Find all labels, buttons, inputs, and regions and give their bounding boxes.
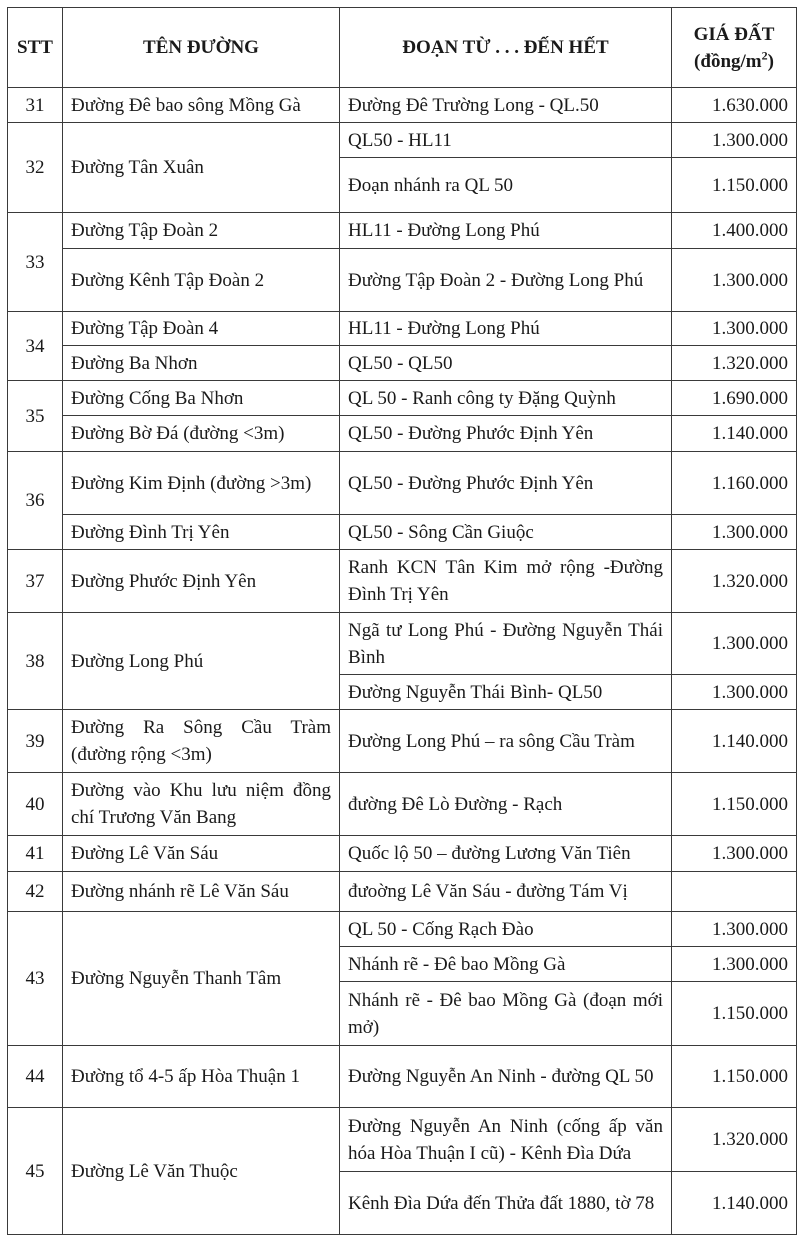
segment-cell: Đường Long Phú – ra sông Cầu Tràm [340, 710, 672, 773]
price-cell: 1.300.000 [672, 912, 797, 947]
segment-cell: Nhánh rẽ - Đê bao Mồng Gà [340, 947, 672, 982]
price-cell: 1.140.000 [672, 416, 797, 452]
price-cell: 1.140.000 [672, 1172, 797, 1235]
stt-cell: 42 [8, 872, 63, 912]
segment-cell: QL 50 - Cống Rạch Đào [340, 912, 672, 947]
stt-cell: 39 [8, 710, 63, 773]
road-name-cell: Đường Nguyễn Thanh Tâm [63, 912, 340, 1046]
stt-cell: 38 [8, 613, 63, 710]
price-cell: 1.630.000 [672, 88, 797, 123]
price-cell: 1.140.000 [672, 710, 797, 773]
price-cell: 1.150.000 [672, 1046, 797, 1108]
stt-cell: 45 [8, 1108, 63, 1235]
table-row [8, 1108, 797, 1172]
road-name-cell: Đường Tập Đoàn 2 [63, 213, 340, 249]
road-name-cell: Đường vào Khu lưu niệm đồng chí Trương Văn Bang [63, 773, 340, 836]
stt-cell: 31 [8, 88, 63, 123]
segment-cell: Quốc lộ 50 – đường Lương Văn Tiên [340, 836, 672, 872]
table-row [8, 312, 797, 346]
table-row [8, 249, 797, 312]
table-row [8, 346, 797, 381]
table-row [8, 452, 797, 515]
stt-cell: 35 [8, 381, 63, 452]
segment-cell: Đoạn nhánh ra QL 50 [340, 158, 672, 213]
land-price-table [7, 7, 797, 1235]
road-name-cell: Đường Tập Đoàn 4 [63, 312, 340, 346]
price-cell [672, 872, 797, 912]
header-segment: ĐOẠN TỪ . . . ĐẾN HẾT [340, 8, 672, 88]
road-name-cell: Đường Lê Văn Thuộc [63, 1108, 340, 1235]
price-cell: 1.300.000 [672, 947, 797, 982]
road-name-cell: Đường tổ 4-5 ấp Hòa Thuận 1 [63, 1046, 340, 1108]
road-name-cell: Đường Tân Xuân [63, 123, 340, 213]
road-name-cell: Đường Ba Nhơn [63, 346, 340, 381]
price-cell: 1.300.000 [672, 613, 797, 675]
price-cell: 1.690.000 [672, 381, 797, 416]
segment-cell: Đường Tập Đoàn 2 - Đường Long Phú [340, 249, 672, 312]
price-cell: 1.300.000 [672, 123, 797, 158]
segment-cell: HL11 - Đường Long Phú [340, 312, 672, 346]
header-name: TÊN ĐƯỜNG [63, 8, 340, 88]
stt-cell: 43 [8, 912, 63, 1046]
segment-cell: QL50 - Đường Phước Định Yên [340, 452, 672, 515]
segment-cell: đưoờng Lê Văn Sáu - đường Tám Vị [340, 872, 672, 912]
stt-cell: 33 [8, 213, 63, 312]
segment-cell: QL 50 - Ranh công ty Đặng Quỳnh [340, 381, 672, 416]
table-row [8, 416, 797, 452]
table-row [8, 912, 797, 947]
segment-cell: QL50 - Đường Phước Định Yên [340, 416, 672, 452]
segment-cell: Đường Nguyễn An Ninh - đường QL 50 [340, 1046, 672, 1108]
segment-cell: Đường Nguyễn Thái Bình- QL50 [340, 675, 672, 710]
table-row [8, 381, 797, 416]
price-cell: 1.300.000 [672, 312, 797, 346]
table-row [8, 872, 797, 912]
header-price-line1: GIÁ ĐẤT [693, 23, 775, 45]
road-name-cell: Đường Ra Sông Cầu Tràm (đường rộng <3m) [63, 710, 340, 773]
road-name-cell: Đường Kim Định (đường >3m) [63, 452, 340, 515]
table-row [8, 515, 797, 550]
table-row [8, 773, 797, 836]
road-name-cell: Đường nhánh rẽ Lê Văn Sáu [63, 872, 340, 912]
segment-cell: đường Đê Lò Đường - Rạch [340, 773, 672, 836]
header-row [8, 8, 797, 88]
stt-cell: 32 [8, 123, 63, 213]
table-row [8, 88, 797, 123]
price-cell: 1.150.000 [672, 158, 797, 213]
stt-cell: 44 [8, 1046, 63, 1108]
header-stt: STT [8, 8, 63, 88]
road-name-cell: Đường Đình Trị Yên [63, 515, 340, 550]
segment-cell: Ngã tư Long Phú - Đường Nguyễn Thái Bình [340, 613, 672, 675]
segment-cell: HL11 - Đường Long Phú [340, 213, 672, 249]
road-name-cell: Đường Cống Ba Nhơn [63, 381, 340, 416]
road-name-cell: Đường Đê bao sông Mồng Gà [63, 88, 340, 123]
price-cell: 1.150.000 [672, 982, 797, 1046]
table-row [8, 123, 797, 158]
segment-cell: QL50 - HL11 [340, 123, 672, 158]
table-row [8, 613, 797, 675]
price-cell: 1.300.000 [672, 675, 797, 710]
segment-cell: Đường Đê Trường Long - QL.50 [340, 88, 672, 123]
table-row [8, 836, 797, 872]
price-cell: 1.300.000 [672, 249, 797, 312]
price-cell: 1.400.000 [672, 213, 797, 249]
road-name-cell: Đường Kênh Tập Đoàn 2 [63, 249, 340, 312]
table-row [8, 550, 797, 613]
road-name-cell: Đường Long Phú [63, 613, 340, 710]
segment-cell: QL50 - QL50 [340, 346, 672, 381]
table-row [8, 710, 797, 773]
segment-cell: Ranh KCN Tân Kim mở rộng -Đường Đình Trị Yên [340, 550, 672, 613]
stt-cell: 37 [8, 550, 63, 613]
header-price [672, 8, 797, 88]
price-cell: 1.320.000 [672, 346, 797, 381]
price-cell: 1.300.000 [672, 836, 797, 872]
stt-cell: 40 [8, 773, 63, 836]
price-cell: 1.160.000 [672, 452, 797, 515]
segment-cell: Kênh Đìa Dứa đến Thửa đất 1880, tờ 78 [340, 1172, 672, 1235]
stt-cell: 36 [8, 452, 63, 550]
segment-cell: Nhánh rẽ - Đê bao Mồng Gà (đoạn mới mở) [340, 982, 672, 1046]
table-row [8, 213, 797, 249]
stt-cell: 41 [8, 836, 63, 872]
road-name-cell: Đường Bờ Đá (đường <3m) [63, 416, 340, 452]
header-price-unit: $(đồng/m^2)$ [694, 48, 774, 72]
price-cell: 1.320.000 [672, 550, 797, 613]
price-cell: 1.150.000 [672, 773, 797, 836]
segment-cell: Đường Nguyễn An Ninh (cống ấp văn hóa Hòa Thuận I cũ) - Kênh Đìa Dứa [340, 1108, 672, 1172]
price-cell: 1.300.000 [672, 515, 797, 550]
price-cell: 1.320.000 [672, 1108, 797, 1172]
road-name-cell: Đường Phước Định Yên [63, 550, 340, 613]
table-row [8, 1046, 797, 1108]
segment-cell: QL50 - Sông Cần Giuộc [340, 515, 672, 550]
stt-cell: 34 [8, 312, 63, 381]
road-name-cell: Đường Lê Văn Sáu [63, 836, 340, 872]
